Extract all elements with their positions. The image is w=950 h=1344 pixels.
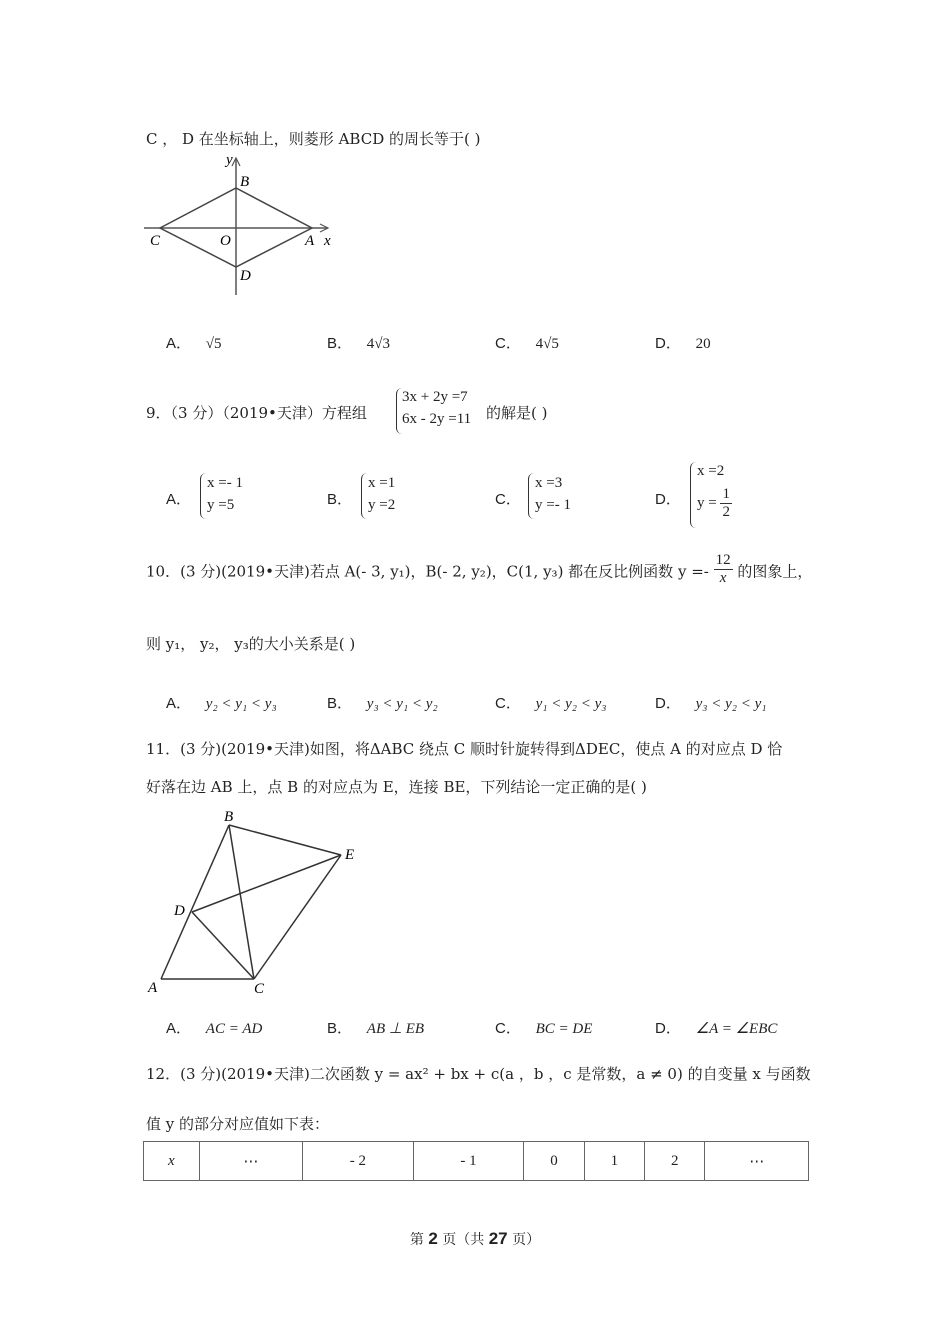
q9-option-a-brace [200, 473, 207, 519]
q9-option-d-fraction: $\frac{1}{2}$ [722, 486, 730, 520]
q12-line2: 值 y 的部分对应值如下表： [146, 1115, 330, 1133]
q8-tail-text: C ， D 在坐标轴上，则菱形 ABCD 的周长等于( ) [146, 130, 481, 148]
q9-option-c-system[interactable]: x =3 y =- 1 [535, 475, 571, 513]
q10-fraction: $\frac{12}{x}$ [715, 552, 731, 586]
rhombus-figure [140, 150, 340, 300]
page-number: 2 [428, 1229, 438, 1248]
fig2-label-d: D [174, 903, 185, 919]
fig2-label-b: B [224, 809, 234, 825]
q10-line1: 10．(3 分)(2019•天津)若点 A(- 3, y₁)，B(- 2, y₂)，C(1, y₃) 都在反比例函数 y =- $\frac{12}{x}$ 的图象上， [146, 552, 813, 586]
q9-option-a-system[interactable]: x =- 1 y =5 [207, 475, 243, 513]
table-cell: 2 [645, 1142, 705, 1181]
q9-option-b-brace [361, 473, 368, 519]
table-cell: x [144, 1142, 200, 1181]
q10-option-d[interactable]: D． y₃ < y₂ < y₁ [655, 695, 767, 712]
fig2-label-a: A [148, 980, 158, 996]
table-cell: 0 [524, 1142, 584, 1181]
table-cell: ⋯ [199, 1142, 302, 1181]
q11-line2: 好落在边 AB 上，点 B 的对应点为 E，连接 BE，下列结论一定正确的是( ) [146, 778, 647, 796]
table-cell: - 1 [413, 1142, 524, 1181]
q8-option-c[interactable]: C． 4√5 [495, 335, 559, 352]
fig1-label-o: O [220, 233, 231, 249]
q10-line2: 则 y₁， y₂， y₃的大小关系是( ) [146, 635, 356, 653]
q12-line1: 12．(3 分)(2019•天津)二次函数 y = ax² + bx + c(a ，b ，c 是常数，a ≠ 0) 的自变量 x 与函数 [146, 1065, 811, 1083]
q8-option-b[interactable]: B． 4√3 [327, 335, 391, 352]
fig1-label-a: A [305, 233, 315, 249]
q9-system [402, 386, 471, 430]
q11-line1: 11．(3 分)(2019•天津)如图，将ΔABC 绕点 C 顺时针旋转得到ΔDEC，使点 A 的对应点 D 恰 [146, 740, 783, 758]
q11-option-c[interactable]: C． BC = DE [495, 1020, 593, 1037]
q11-option-b[interactable]: B． AB ⊥ EB [327, 1020, 425, 1037]
q8-option-d[interactable]: D． 20 [655, 335, 711, 352]
table-cell: - 2 [303, 1142, 414, 1181]
fig1-label-c: C [150, 233, 161, 249]
q11-option-a[interactable]: A． AC = AD [166, 1020, 263, 1037]
fig2-label-e: E [345, 847, 355, 863]
q9-option-c-brace [528, 473, 535, 519]
q9-option-d-brace [690, 462, 697, 528]
fig1-label-b: B [240, 174, 250, 190]
page-footer: 第 2 页（共 27 页） [409, 1229, 541, 1248]
q9-eq1: 3x + 2y =7 [402, 389, 468, 405]
value-table [143, 1141, 809, 1181]
q10-option-a[interactable]: A． y₂ < y₁ < y₃ [166, 695, 277, 712]
table-cell: ⋯ [705, 1142, 809, 1181]
q9-option-a-label[interactable]: A． [166, 491, 192, 508]
q9-prefix: 9．（3 分）（2019•天津）方程组 [146, 404, 367, 422]
table-row [144, 1142, 809, 1181]
q9-option-b-label[interactable]: B． [327, 491, 353, 508]
fig2-label-c: C [254, 981, 265, 997]
q9-suffix: 的解是( ) [486, 404, 548, 422]
q10-option-c[interactable]: C． y₁ < y₂ < y₃ [495, 695, 607, 712]
q9-option-b-system[interactable]: x =1 y =2 [368, 475, 396, 513]
fig1-label-y: y [226, 152, 233, 168]
table-cell: 1 [584, 1142, 644, 1181]
q11-option-d[interactable]: D． ∠A = ∠EBC [655, 1020, 778, 1037]
q9-option-d-label[interactable]: D． [655, 491, 681, 508]
page-total: 27 [488, 1229, 508, 1248]
fig1-label-d: D [240, 268, 251, 284]
q10-option-b[interactable]: B． y₃ < y₁ < y₂ [327, 695, 438, 712]
q9-option-d-system[interactable]: x =2 y = $\frac{1}{2}$ [697, 463, 730, 520]
q9-option-c-label[interactable]: C． [495, 491, 521, 508]
q8-tail-line [146, 128, 480, 149]
rotation-figure [140, 805, 370, 1000]
q8-option-a[interactable]: A． √5 [166, 335, 222, 352]
fig1-label-x: x [324, 233, 331, 249]
q9-eq2: 6x - 2y =11 [402, 411, 472, 427]
